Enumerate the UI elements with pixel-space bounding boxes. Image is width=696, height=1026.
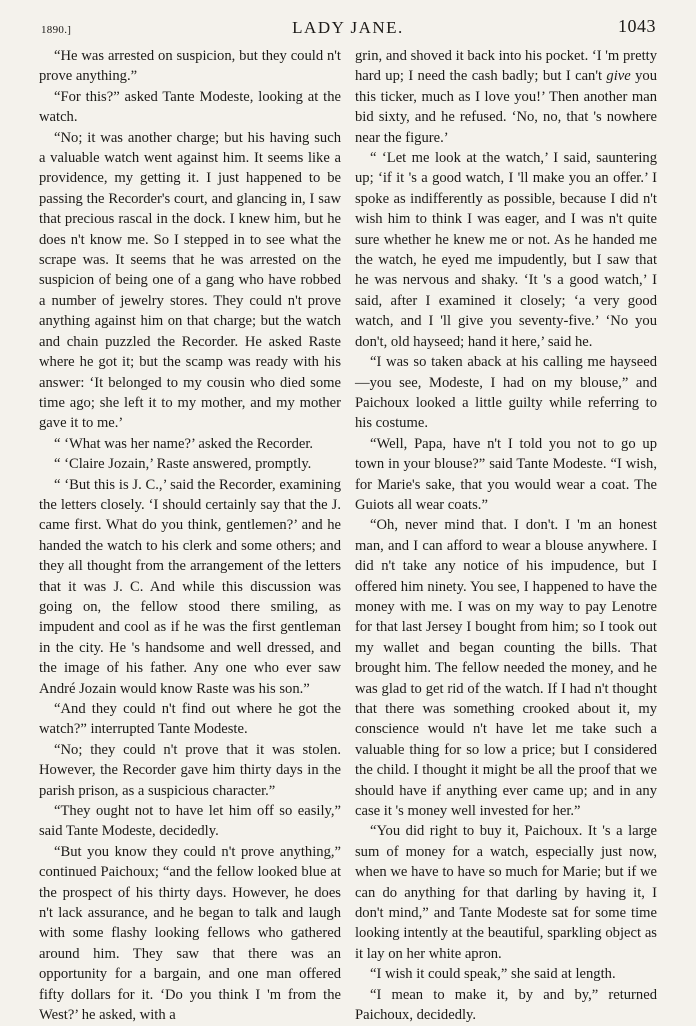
- paragraph: “You did right to buy it, Paichoux. It 's a large sum of money for a watch, especially just now, when we have to have so much for Marie; but if we can do anything for that darling by having it, I don't mind,” and Tante Modeste sat for some time looking intently at the beautiful, sparkling object as it lay on her white apron.: [355, 823, 657, 962]
- paragraph: “Oh, never mind that. I don't. I 'm an honest man, and I can afford to wear a blouse anywhere. I did n't take any notice of his impudence, but I offered him ninety. You see, I happened to have the money with me. I was on my way to pay Lenotre for that last Jersey I bought from him; so I took out my wallet and began counting the bills. That brought him. The fellow needed the money, and he was glad to get rid of the watch. If I had n't thought that there was something crooked about it, my conscience would n't have let me take such a valuable thing for so low a price; but I considered the child. I thought it might be all the proof that we should have if anything ever came up; and in any case it 's money well invested for her.”: [355, 517, 657, 820]
- paragraph: “I wish it could speak,” she said at length.: [370, 966, 616, 983]
- paragraph: grin, and shoved it back into his pocket. ‘I 'm pretty hard up; I need the cash badly; but I can't give you this ticker, much as I love you!’ Then another man bid sixty, and he refused. ‘No, no, that 's nowhere near the figure.’: [355, 48, 657, 146]
- paragraph: “I was so taken aback at his calling me hayseed—you see, Modeste, I had on my blouse,” and Paichoux looked a little guilty while referring to his costume.: [355, 354, 657, 432]
- emphasis: give: [606, 68, 631, 85]
- paragraph: “For this?” asked Tante Modeste, looking at the watch.: [39, 88, 341, 126]
- paragraph: “ ‘Claire Jozain,’ Raste answered, promptly.: [54, 456, 312, 473]
- text-columns: [39, 46, 657, 1026]
- paragraph: “He was arrested on suspicion, but they could n't prove anything.”: [39, 48, 341, 85]
- right-column: [355, 46, 657, 1026]
- paragraph: “ ‘Let me look at the watch,’ I said, sauntering up; ‘if it 's a good watch, I 'll make you an offer.’ I spoke as indifferently as possible, because I did n't wish him to think I was eager, and I was n't quite sure whether he knew me or not. As he handed me the watch, he eyed me impudently, but I saw that he was nervous and shaky. ‘It 's a good watch,’ I said, after I examined it closely; ‘a very good watch, and I 'll give you seventy-five.’ ‘No you don't, old hayseed; hand it here,’ said he.: [355, 150, 657, 350]
- paragraph: “No; it was another charge; but his having such a valuable watch went against him. It seems like a providence, my getting it. I just happened to be passing the Recorder's court, and glancing in, I saw that precious rascal in the dock. I knew him, but he does n't know me. So I stepped in to see what the scrape was. It seems that he was arrested on the suspicion of being one of a gang who have robbed a number of jewelry stores. They could n't prove anything against him on that charge; but the watch and chain puzzled the Recorder. He asked Raste where he got it; but the scamp was ready with his answer: ‘It belonged to my cousin who died some time ago; she left it to my mother, and my mother gave it to me.’: [39, 129, 341, 432]
- paragraph: “But you know they could n't prove anything,” continued Paichoux; “and the fellow looked blue at the prospect of his thirty days. However, he does n't lack assurance, and he began to talk and laugh with some flashy looking fellows who gathered around him. They saw that there was an opportunity for a bargain, and one man offered fifty dollars for it. ‘Do you think I 'm from the West?’ he asked, with a: [39, 843, 341, 1024]
- header-year: 1890.]: [41, 24, 72, 36]
- running-title: LADY JANE.: [292, 18, 404, 37]
- running-header: [0, 14, 696, 48]
- left-column: [39, 46, 341, 1026]
- paragraph: “And they could n't find out where he got the watch?” interrupted Tante Modeste.: [39, 701, 341, 738]
- paragraph: “They ought not to have let him off so easily,” said Tante Modeste, decidedly.: [39, 803, 341, 840]
- page-number: 1043: [618, 16, 656, 36]
- paragraph: “ ‘But this is J. C.,’ said the Recorder, examining the letters closely. ‘I should certainly say that the J. came first. What do you think, gentlemen?’ and he handed the watch to his clerk and some others; and they all thought from the arrangement of the letters that it was J. C. And while this discussion was going on, the fellow stood there smiling, as impudent and cool as if he was the first gentleman in the city. He 's handsome and well dressed, and the image of his father. Any one who ever saw André Jozain would know Raste was his son.”: [39, 476, 341, 697]
- paragraph: “I mean to make it, by and by,” returned Paichoux, decidedly.: [355, 986, 657, 1024]
- paragraph: “Well, Papa, have n't I told you not to go up town in your blouse?” said Tante Modeste. “I wish, for Marie's sake, that you would wear a coat. The Guiots all wear coats.”: [355, 435, 657, 513]
- paragraph: “No; they could n't prove that it was stolen. However, the Recorder gave him thirty days in the parish prison, as a suspicious character.”: [39, 741, 341, 799]
- paragraph: “ ‘What was her name?’ asked the Recorder.: [54, 435, 314, 452]
